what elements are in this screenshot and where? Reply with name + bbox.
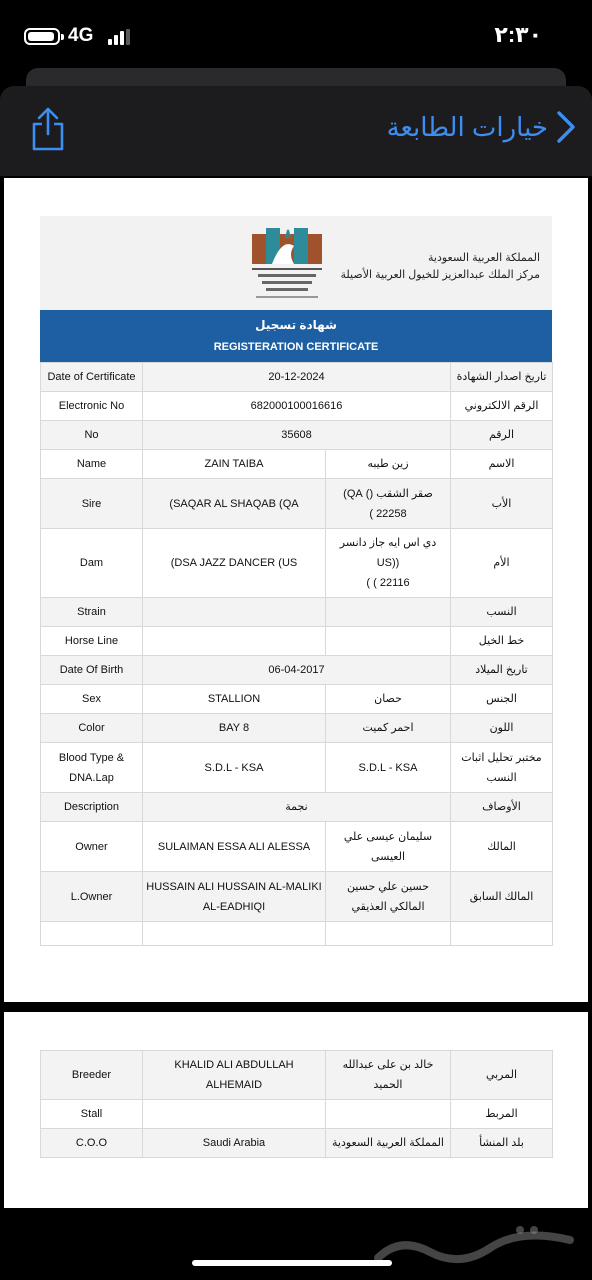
field-value-ar: [326, 1100, 451, 1129]
table-row-empty: [41, 922, 553, 946]
field-label-en: Color: [41, 714, 143, 743]
field-label-en: Electronic No: [41, 392, 143, 421]
field-value-ar: احمر كميت: [326, 714, 451, 743]
field-value-en: STALLION: [143, 685, 326, 714]
field-value: 06-04-2017: [143, 656, 451, 685]
field-label-en: No: [41, 421, 143, 450]
certificate-header: [40, 216, 552, 310]
table-row: [41, 363, 553, 392]
field-label-ar: الأب: [451, 479, 553, 529]
table-row: [41, 479, 553, 529]
home-indicator[interactable]: [192, 1260, 392, 1266]
print-preview-page-1[interactable]: [4, 178, 588, 1002]
chevron-right-icon: [554, 110, 578, 144]
field-label-ar: النسب: [451, 598, 553, 627]
back-button[interactable]: [387, 110, 578, 144]
table-row: [41, 1100, 553, 1129]
battery-icon: [24, 28, 60, 45]
field-label-ar: اللون: [451, 714, 553, 743]
field-value-en: KHALID ALI ABDULLAH ALHEMAID: [143, 1051, 326, 1100]
field-label-ar: المالك السابق: [451, 872, 553, 922]
field-value-en: ZAIN TAIBA: [143, 450, 326, 479]
field-label-en: Date Of Birth: [41, 656, 143, 685]
field-label-ar: الأوصاف: [451, 793, 553, 822]
field-value-ar: [326, 627, 451, 656]
field-value-en: BAY 8: [143, 714, 326, 743]
field-label-ar: الجنس: [451, 685, 553, 714]
field-value-en: Saudi Arabia: [143, 1129, 326, 1158]
field-value-en: (DSA JAZZ DANCER (US: [143, 529, 326, 598]
certificate: [40, 216, 552, 946]
table-row: [41, 529, 553, 598]
certificate-table-2: [40, 1050, 553, 1158]
share-icon[interactable]: [30, 106, 66, 152]
field-value-en: HUSSAIN ALI HUSSAIN AL-MALIKI AL-EADHIQI: [143, 872, 326, 922]
field-label-ar: المربط: [451, 1100, 553, 1129]
toolbar: [0, 86, 592, 176]
field-label-en: C.O.O: [41, 1129, 143, 1158]
field-label-en: Stall: [41, 1100, 143, 1129]
field-value-en: S.D.L - KSA: [143, 743, 326, 793]
field-label-ar: الأم: [451, 529, 553, 598]
field-value-en: [143, 598, 326, 627]
table-row: [41, 1051, 553, 1100]
status-bar: [0, 0, 592, 70]
signal-icon: [108, 29, 130, 45]
table-row: [41, 627, 553, 656]
table-row: [41, 872, 553, 922]
field-label-ar: تاريخ اصدار الشهادة: [451, 363, 553, 392]
field-value: 682000100016616: [143, 392, 451, 421]
field-value-ar: زين طيبه: [326, 450, 451, 479]
table-row: [41, 685, 553, 714]
field-label-ar: المربي: [451, 1051, 553, 1100]
field-value-en: (SAQAR AL SHAQAB (QA: [143, 479, 326, 529]
field-label-en: L.Owner: [41, 872, 143, 922]
field-label-ar: خط الخيل: [451, 627, 553, 656]
table-row: [41, 450, 553, 479]
field-label-en: Name: [41, 450, 143, 479]
field-label-ar: الرقم: [451, 421, 553, 450]
org-line-2: مركز الملك عبدالعزيز للخيول العربية الأصيلة: [340, 269, 540, 281]
title-english: REGISTERATION CERTIFICATE: [213, 341, 379, 353]
field-label-ar: المالك: [451, 822, 553, 872]
field-label-en: Description: [41, 793, 143, 822]
certificate-continued: [40, 1050, 552, 1158]
field-label-en: Dam: [41, 529, 143, 598]
field-label-ar: مختبر تحليل اثبات النسب: [451, 743, 553, 793]
certificate-title-banner: [40, 310, 552, 362]
field-value: نجمة: [143, 793, 451, 822]
field-label-ar: الرقم الالكتروني: [451, 392, 553, 421]
table-row: [41, 822, 553, 872]
empty-cell: [41, 922, 143, 946]
clock: ٢:٣٠: [494, 22, 542, 47]
field-label-en: Strain: [41, 598, 143, 627]
king-abdulaziz-center-logo: [242, 224, 332, 308]
field-value-ar: حصان: [326, 685, 451, 714]
network-label: 4G: [68, 25, 94, 46]
empty-cell: [143, 922, 326, 946]
table-row: [41, 392, 553, 421]
certificate-table: [40, 362, 553, 946]
org-line-1: المملكة العربية السعودية: [428, 252, 540, 264]
field-label-en: Sex: [41, 685, 143, 714]
table-row: [41, 1129, 553, 1158]
table-row: [41, 598, 553, 627]
haraj-watermark-logo: [370, 1218, 590, 1272]
field-label-ar: الاسم: [451, 450, 553, 479]
field-value-ar: سليمان عيسى علي العيسى: [326, 822, 451, 872]
field-value-ar: S.D.L - KSA: [326, 743, 451, 793]
field-label-en: Blood Type & DNA.Lap: [41, 743, 143, 793]
table-row: [41, 743, 553, 793]
field-label-en: Date of Certificate: [41, 363, 143, 392]
empty-cell: [326, 922, 451, 946]
field-label-en: Sire: [41, 479, 143, 529]
field-label-en: Horse Line: [41, 627, 143, 656]
field-value-ar: صقر الشقب () QA) 22258 ): [326, 479, 451, 529]
field-value: 20-12-2024: [143, 363, 451, 392]
title-arabic: شهادة تسجيل: [255, 318, 337, 332]
table-row: [41, 656, 553, 685]
field-value-ar: خالد بن على عبدالله الحميد: [326, 1051, 451, 1100]
field-value: 35608: [143, 421, 451, 450]
field-value-ar: المملكة العربية السعودية: [326, 1129, 451, 1158]
field-value-ar: حسين علي حسين المالكي العذيقي: [326, 872, 451, 922]
table-row: [41, 793, 553, 822]
field-value-ar: [326, 598, 451, 627]
field-value-ar: دي اس ايه جاز دانسر ((US 22116 ) ): [326, 529, 451, 598]
field-label-ar: بلد المنشأ: [451, 1129, 553, 1158]
table-row: [41, 714, 553, 743]
empty-cell: [451, 922, 553, 946]
print-preview-page-2[interactable]: [4, 1012, 588, 1208]
field-label-en: Owner: [41, 822, 143, 872]
field-value-en: [143, 1100, 326, 1129]
field-label-en: Breeder: [41, 1051, 143, 1100]
field-value-en: SULAIMAN ESSA ALI ALESSA: [143, 822, 326, 872]
table-row: [41, 421, 553, 450]
back-label: خيارات الطابعة: [386, 111, 548, 142]
organization-name: [341, 250, 540, 284]
field-label-ar: تاريخ الميلاد: [451, 656, 553, 685]
field-value-en: [143, 627, 326, 656]
